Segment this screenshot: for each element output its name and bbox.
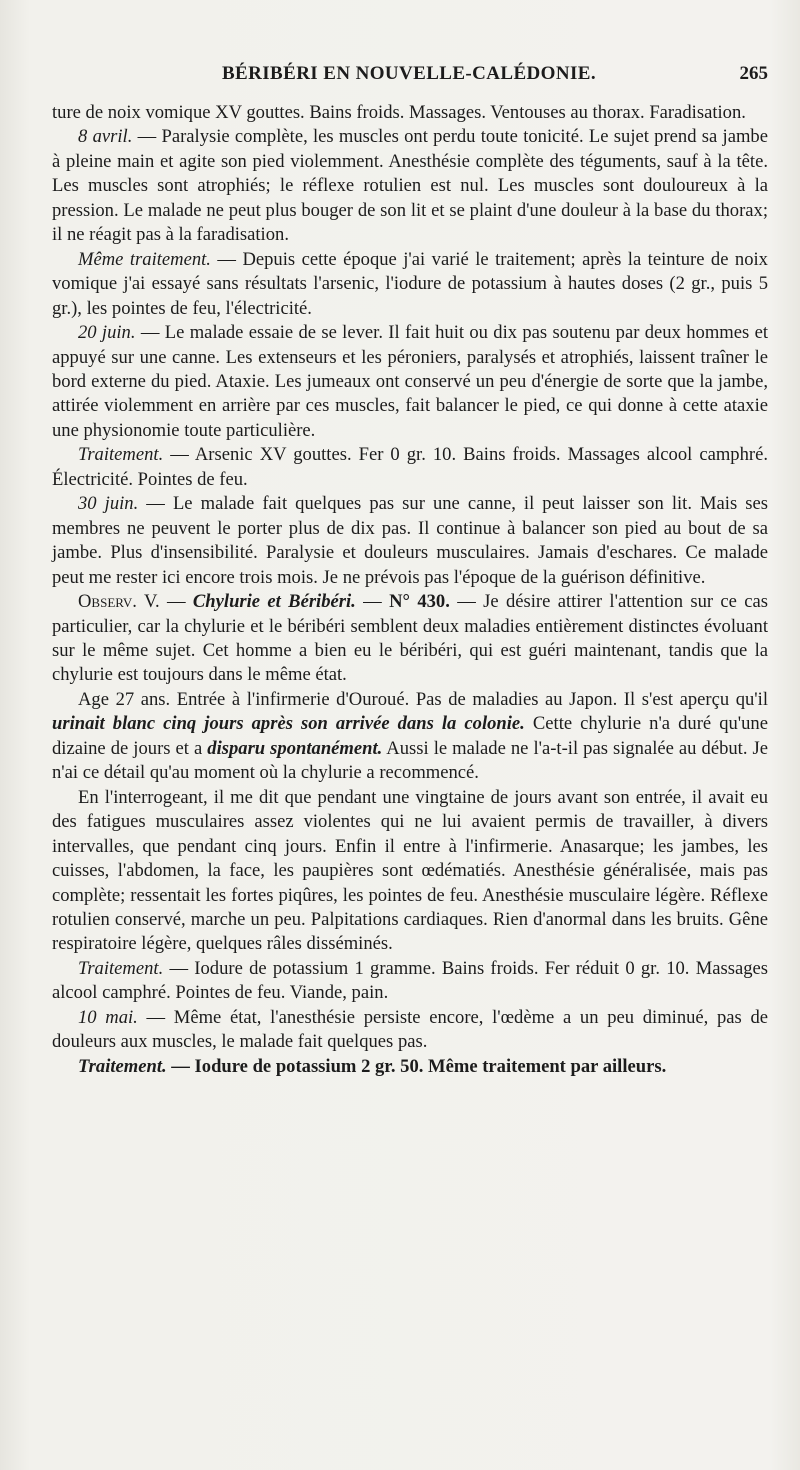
paragraph-text: ture de noix vomique XV gouttes. Bains froids. Massages. Ventouses au thorax. Faradisation. [52, 102, 746, 123]
paragraph-text: — Arsenic XV gouttes. Fer 0 gr. 10. Bains froids. Massages alcool camphré. Électricité. Pointes de feu. [52, 444, 768, 490]
paragraph-text: — Le malade fait quelques pas sur une canne, il peut laisser son lit. Mais ses membres ne peuvent le porter plus de dix pas. Il continue à balancer son pied au bout de sa jambe. Plus d'insensibilité. Paralysie et douleurs musculaires. Jamais d'eschares. Ce malade peut me rester ici encore trois mois. Je ne prévois pas l'époque de la guérison définitive. [52, 493, 768, 588]
paragraph-text: En l'interrogeant, il me dit que pendant une vingtaine de jours avant son entrée, il avait eu des fatigues musculaires assez violentes qui ne lui avaient permis de travailler, à divers intervalles, que pendant cinq jours. Enfin il entre à l'infirmerie. Anasarque; les jambes, les cuisses, l'abdomen, la face, les paupières sont œdématiés. Anesthésie généralisée, mais pas complète; ressentait les fortes piqûres, les pointes de feu. Anesthésie musculaire légère. Réflexe rotulien conservé, marche un peu. Palpitations cardiaques. Rien d'anormal dans les bruits. Gêne respiratoire légère, quelques râles disséminés. [52, 786, 768, 955]
paragraph-lead: Traitement. [78, 1055, 167, 1077]
paragraph [52, 321, 768, 443]
paragraph-lead: 10 mai. [78, 1006, 138, 1028]
paragraph-text: — Même état, l'anesthésie persiste encore, l'œdème a un peu diminué, pas de douleurs aux muscles, le malade fait quelques pas. [52, 1006, 769, 1053]
observation-title: Chylurie et Béribéri. [192, 591, 356, 613]
paragraph [52, 1055, 768, 1079]
age-text-3: Aussi le malade ne l'a-t-il pas signalée au début. Je n'ai ce détail qu'au moment où la chylurie a recommencé. [52, 737, 768, 784]
paragraph-lead: Traitement. [78, 444, 164, 466]
paragraph-lead: 8 avril. [78, 126, 133, 148]
paragraph [52, 101, 768, 125]
paragraph [52, 957, 768, 1006]
age-paragraph [52, 688, 768, 786]
page-header [50, 63, 768, 95]
paragraph-lead: 30 juin. [78, 493, 139, 515]
observation-text: — Je désire attirer l'attention sur ce cas particulier, car la chylurie et le béribéri semblent deux maladies entièrement distinctes évoluant sur le même sujet. Cet homme a bien eu le béribéri, qui est guéri maintenant, tandis que la chylurie est toujours dans le même état. [52, 591, 768, 686]
paragraph-text: — Le malade essaie de se lever. Il fait huit ou dix pas soutenu par deux hommes et appuyé sur une canne. Les extenseurs et les péroniers, paralysés et atrophiés, laissent traîner le bord externe du pied. Ataxie. Les jumeaux ont conservé un peu d'énergie de sorte que la jambe, attirée violemment en arrière par ces muscles, fait balancer le pied, ce qui donne à cette ataxie une physionomie toute particulière. [52, 322, 768, 441]
observation-number: N° 430. [389, 591, 450, 613]
paragraph-text: — Iodure de potassium 2 gr. 50. Même traitement par ailleurs. [166, 1055, 667, 1077]
age-emphasis-2: disparu spontanément. [207, 737, 383, 759]
paragraph [52, 786, 768, 957]
page-number: 265 [739, 63, 768, 84]
paragraph [52, 1006, 768, 1055]
age-emphasis-1: urinait blanc cinq jours après son arrivée dans la colonie. [52, 713, 525, 735]
paragraph-lead: Traitement. [78, 957, 164, 979]
paragraph-text: — Depuis cette époque j'ai varié le traitement; après la teinture de noix vomique j'ai essayé sans résultats l'arsenic, l'iodure de potassium à hautes doses (2 gr., puis 5 gr.), les pointes de feu, l'électricité. [52, 248, 768, 319]
paragraph-lead: Même traitement. [78, 248, 211, 270]
paragraph [52, 492, 768, 590]
paragraph [52, 443, 768, 492]
running-title: BÉRIBÉRI EN NOUVELLE-CALÉDONIE. [221, 63, 596, 84]
age-text-1: Age 27 ans. Entrée à l'infirmerie d'Ouroué. Pas de maladies au Japon. Il s'est aperçu qu'il [78, 688, 768, 710]
paragraph-lead: 20 juin. [78, 322, 136, 344]
paragraph-text: — Iodure de potassium 1 gramme. Bains froids. Fer réduit 0 gr. 10. Massages alcool camphré. Pointes de feu. Viande, pain. [52, 957, 768, 1004]
age-text-2: Cette chylurie n'a duré qu'une dizaine de jours et a [52, 713, 768, 759]
paragraph [52, 125, 768, 247]
paragraph [52, 248, 768, 321]
observation-heading-paragraph: Observ. V. — Chylurie et Béribéri. — N° 430. — Je désire attirer l'attention sur ce cas particulier, car la chylurie et le béribéri semblent deux maladies entièrement distinctes évoluant sur le même sujet. Cet homme a bien eu le béribéri, qui est guéri maintenant, tandis que la chylurie est toujours dans le même état. [52, 591, 768, 686]
paragraph-text: — Paralysie complète, les muscles ont perdu toute tonicité. Le sujet prend sa jambe à pleine main et agite son pied violemment. Anesthésie complète des téguments, sauf à la tête. Les muscles sont atrophiés; le réflexe rotulien est nul. Les muscles sont douloureux à la pression. Le malade ne peut plus bouger de son lit et se plaint d'une douleur à la base du thorax; il ne réagit pas à la faradisation. [52, 126, 768, 246]
body-text [52, 101, 768, 1079]
observation-label: Observ. V. [78, 591, 160, 613]
